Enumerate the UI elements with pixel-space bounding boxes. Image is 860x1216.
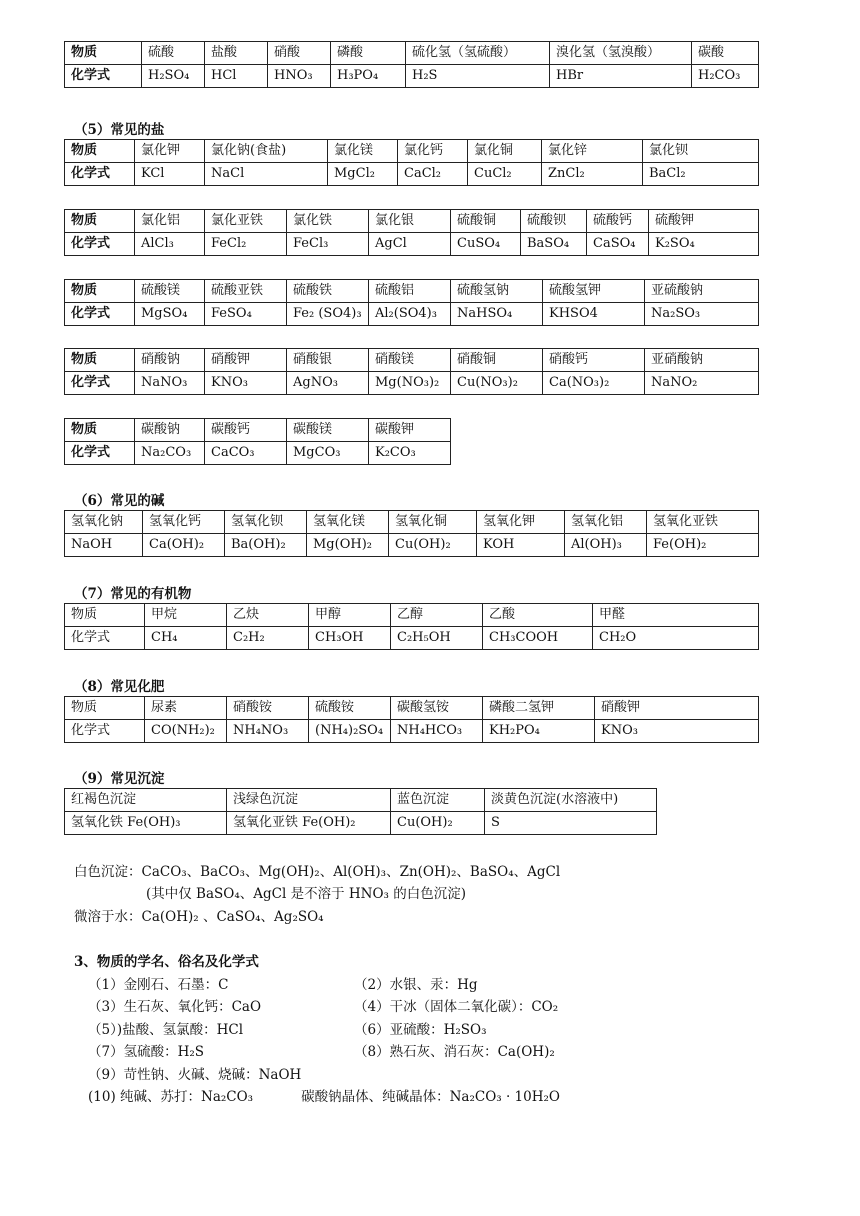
table-cell: 氢氧化钠 [65, 511, 143, 534]
table-cell: ZnCl₂ [542, 163, 643, 186]
table-row [65, 720, 759, 743]
slightly-soluble-line: 微溶于水：Ca(OH)₂ 、CaSO₄、Ag₂SO₄ [74, 909, 324, 925]
table-cell: 硫酸亚铁 [205, 280, 287, 303]
table-cell: 溴化氢（氢溴酸） [550, 42, 692, 65]
table-cell: 硫酸镁 [135, 280, 205, 303]
table-cell: NaCl [205, 163, 328, 186]
table-cell: 氢氧化钾 [477, 511, 565, 534]
table-cell: 氯化铝 [135, 210, 205, 233]
table-row [65, 442, 451, 465]
name-entry-right: （4）干冰（固体二氧化碳）：CO₂ [354, 999, 559, 1015]
name-entry-left: （7）氢硫酸：H₂S [88, 1044, 205, 1060]
table-row [65, 511, 759, 534]
header-cell: 化学式 [65, 372, 135, 395]
table-cell: H₃PO₄ [331, 65, 406, 88]
table-row [65, 604, 759, 627]
table-cell: MgCO₃ [287, 442, 369, 465]
organics-table [64, 603, 759, 650]
table-cell: KOH [477, 534, 565, 557]
table-cell: NaNO₃ [135, 372, 205, 395]
table-cell: CH₄ [145, 627, 227, 650]
table-cell: CH₂O [593, 627, 759, 650]
header-cell: 化学式 [65, 163, 135, 186]
table-cell: Ca(OH)₂ [143, 534, 225, 557]
table-cell: FeSO₄ [205, 303, 287, 326]
table-cell: 硫酸氢钾 [543, 280, 645, 303]
table-cell: 氢氧化钙 [143, 511, 225, 534]
name-entry-last [88, 1085, 560, 1105]
table-cell: 氯化钡 [643, 140, 759, 163]
table-cell: AlCl₃ [135, 233, 205, 256]
table-cell: KNO₃ [595, 720, 759, 743]
table-row [65, 419, 451, 442]
table-cell: 硫酸铁 [287, 280, 369, 303]
table-cell: 碳酸镁 [287, 419, 369, 442]
table-cell: 硝酸钙 [543, 349, 645, 372]
table-row [65, 534, 759, 557]
table-row [65, 140, 759, 163]
table-cell: KH₂PO₄ [483, 720, 595, 743]
white-precipitates-line: 白色沉淀：CaCO₃、BaCO₃、Mg(OH)₂、Al(OH)₃、Zn(OH)₂、BaSO₄、AgCl [74, 864, 561, 880]
table-cell: S [485, 812, 657, 835]
salts-table-4 [64, 348, 759, 395]
section-title-bases: （6）常见的碱 [74, 493, 165, 509]
table-cell: H₂S [406, 65, 550, 88]
table-cell: C₂H₅OH [391, 627, 483, 650]
table-cell: 硝酸银 [287, 349, 369, 372]
fertilizers-table [64, 696, 759, 743]
salts-table-1 [64, 139, 759, 186]
table-cell: 磷酸二氢钾 [483, 697, 595, 720]
table-cell: CaSO₄ [587, 233, 649, 256]
section-title-precipitates: （9）常见沉淀 [74, 771, 165, 787]
name-entry-right: （8）熟石灰、消石灰：Ca(OH)₂ [354, 1044, 555, 1060]
table-cell: (NH₄)₂SO₄ [309, 720, 391, 743]
table-cell: HBr [550, 65, 692, 88]
salts-table-3 [64, 279, 759, 326]
table-cell: CO(NH₂)₂ [145, 720, 227, 743]
table-cell: 氯化银 [369, 210, 451, 233]
table-cell: Cu(OH)₂ [391, 812, 485, 835]
table-cell: 氢氧化亚铁 Fe(OH)₂ [227, 812, 391, 835]
table-cell: 尿素 [145, 697, 227, 720]
table-cell: 淡黄色沉淀(水溶液中) [485, 789, 657, 812]
name-entry-right: （2）水银、汞：Hg [354, 977, 478, 993]
table-cell: 盐酸 [205, 42, 268, 65]
salts-table-5 [64, 418, 451, 465]
table-cell: K₂SO₄ [649, 233, 759, 256]
table-cell: 硫酸氢钠 [451, 280, 543, 303]
header-cell: 物质 [65, 140, 135, 163]
name-entry-left: （3）生石灰、氧化钙：CaO [88, 999, 262, 1015]
header-cell: 物质 [65, 349, 135, 372]
precipitates-table [64, 788, 657, 835]
table-row [65, 233, 759, 256]
table-cell: NaNO₂ [645, 372, 759, 395]
table-cell: 硝酸钾 [205, 349, 287, 372]
table-cell: 碳酸钾 [369, 419, 451, 442]
table-cell: Ca(NO₃)₂ [543, 372, 645, 395]
table-cell: MgSO₄ [135, 303, 205, 326]
table-cell: 蓝色沉淀 [391, 789, 485, 812]
table-cell: 硫酸铝 [369, 280, 451, 303]
table-row [65, 697, 759, 720]
section-title-names: 3、物质的学名、俗名及化学式 [74, 954, 259, 970]
table-cell: 乙醇 [391, 604, 483, 627]
table-cell: FeCl₃ [287, 233, 369, 256]
table-cell: 氢氧化铜 [389, 511, 477, 534]
table-cell: Al(OH)₃ [565, 534, 647, 557]
table-cell: CH₃OH [309, 627, 391, 650]
table-row [65, 303, 759, 326]
header-cell: 化学式 [65, 442, 135, 465]
table-cell: 甲醇 [309, 604, 391, 627]
table-cell: 乙酸 [483, 604, 593, 627]
header-cell: 化学式 [65, 627, 145, 650]
section-title-organics: （7）常见的有机物 [74, 586, 192, 602]
table-cell: CuSO₄ [451, 233, 521, 256]
salts-table-2 [64, 209, 759, 256]
table-cell: 硫酸 [142, 42, 205, 65]
header-cell: 物质 [65, 419, 135, 442]
header-cell: 物质 [65, 697, 145, 720]
table-row [65, 789, 657, 812]
table-cell: 氯化钾 [135, 140, 205, 163]
table-row [65, 812, 657, 835]
table-row [65, 42, 759, 65]
table-cell: K₂CO₃ [369, 442, 451, 465]
table-cell: KCl [135, 163, 205, 186]
table-cell: CaCl₂ [398, 163, 468, 186]
table-cell: AgNO₃ [287, 372, 369, 395]
name-entry-left: （1）金刚石、石墨：C [88, 977, 229, 993]
table-cell: Ba(OH)₂ [225, 534, 307, 557]
table-cell: Cu(OH)₂ [389, 534, 477, 557]
table-cell: KHSO4 [543, 303, 645, 326]
table-cell: 氯化钙 [398, 140, 468, 163]
table-row [65, 627, 759, 650]
table-cell: 碳酸钠 [135, 419, 205, 442]
table-cell: AgCl [369, 233, 451, 256]
table-row [65, 372, 759, 395]
table-row [65, 280, 759, 303]
table-cell: 浅绿色沉淀 [227, 789, 391, 812]
table-cell: MgCl₂ [328, 163, 398, 186]
table-cell: 氯化镁 [328, 140, 398, 163]
table-cell: 硝酸钠 [135, 349, 205, 372]
white-precipitates-note: (其中仅 BaSO₄、AgCl 是不溶于 HNO₃ 的白色沉淀) [146, 886, 466, 902]
table-cell: 氯化铁 [287, 210, 369, 233]
table-row [65, 210, 759, 233]
table-cell: 氢氧化铝 [565, 511, 647, 534]
header-cell: 化学式 [65, 65, 142, 88]
table-cell: 亚硫酸钠 [645, 280, 759, 303]
table-cell: 硫酸钾 [649, 210, 759, 233]
section-title-salts: （5）常见的盐 [74, 122, 165, 138]
table-cell: 甲烷 [145, 604, 227, 627]
table-cell: 硝酸钾 [595, 697, 759, 720]
table-cell: CH₃COOH [483, 627, 593, 650]
header-cell: 化学式 [65, 233, 135, 256]
table-cell: 氢氧化钡 [225, 511, 307, 534]
table-cell: BaCl₂ [643, 163, 759, 186]
table-cell: H₂CO₃ [692, 65, 759, 88]
table-cell: KNO₃ [205, 372, 287, 395]
table-cell: 红褐色沉淀 [65, 789, 227, 812]
table-cell: 氢氧化铁 Fe(OH)₃ [65, 812, 227, 835]
table-cell: 碳酸氢铵 [391, 697, 483, 720]
name-entry-last-b: 碳酸钠晶体、纯碱晶体：Na₂CO₃ · 10H₂O [301, 1089, 560, 1105]
table-cell: NaOH [65, 534, 143, 557]
header-cell: 物质 [65, 280, 135, 303]
table-cell: 硫化氢（氢硫酸） [406, 42, 550, 65]
table-cell: Fe(OH)₂ [647, 534, 759, 557]
table-cell: NH₄NO₃ [227, 720, 309, 743]
table-cell: CuCl₂ [468, 163, 542, 186]
table-cell: 氯化钠(食盐) [205, 140, 328, 163]
table-cell: 甲醛 [593, 604, 759, 627]
table-cell: 硝酸铵 [227, 697, 309, 720]
table-cell: 氯化亚铁 [205, 210, 287, 233]
table-cell: Mg(NO₃)₂ [369, 372, 451, 395]
table-cell: 碳酸钙 [205, 419, 287, 442]
acids-table [64, 41, 759, 88]
table-cell: Fe₂ (SO4)₃ [287, 303, 369, 326]
name-entry-right: （6）亚硫酸：H₂SO₃ [354, 1022, 487, 1038]
table-cell: HCl [205, 65, 268, 88]
bases-table [64, 510, 759, 557]
header-cell: 化学式 [65, 720, 145, 743]
table-cell: 乙炔 [227, 604, 309, 627]
table-cell: Cu(NO₃)₂ [451, 372, 543, 395]
table-cell: Al₂(SO4)₃ [369, 303, 451, 326]
table-cell: 亚硝酸钠 [645, 349, 759, 372]
table-row [65, 65, 759, 88]
table-cell: 硫酸铵 [309, 697, 391, 720]
table-cell: 硝酸 [268, 42, 331, 65]
table-row [65, 163, 759, 186]
name-entry-left: （5）)盐酸、氢氯酸：HCl [88, 1022, 244, 1038]
table-cell: NH₄HCO₃ [391, 720, 483, 743]
name-entry-last-a: (10) 纯碱、苏打：Na₂CO₃ [88, 1089, 254, 1105]
table-cell: C₂H₂ [227, 627, 309, 650]
table-cell: H₂SO₄ [142, 65, 205, 88]
table-cell: NaHSO₄ [451, 303, 543, 326]
table-cell: 碳酸 [692, 42, 759, 65]
table-cell: 磷酸 [331, 42, 406, 65]
table-cell: CaCO₃ [205, 442, 287, 465]
section-title-fertilizers: （8）常见化肥 [74, 679, 165, 695]
header-cell: 物质 [65, 210, 135, 233]
header-cell: 物质 [65, 42, 142, 65]
table-cell: Na₂CO₃ [135, 442, 205, 465]
table-cell: 硫酸钙 [587, 210, 649, 233]
table-cell: FeCl₂ [205, 233, 287, 256]
table-cell: Na₂SO₃ [645, 303, 759, 326]
header-cell: 化学式 [65, 303, 135, 326]
table-cell: 氢氧化镁 [307, 511, 389, 534]
table-cell: 氯化铜 [468, 140, 542, 163]
table-cell: 硫酸钡 [521, 210, 587, 233]
table-cell: HNO₃ [268, 65, 331, 88]
table-cell: 硝酸镁 [369, 349, 451, 372]
table-cell: BaSO₄ [521, 233, 587, 256]
name-entry-left: （9）苛性钠、火碱、烧碱：NaOH [88, 1067, 302, 1083]
table-cell: 硝酸铜 [451, 349, 543, 372]
table-row [65, 349, 759, 372]
table-cell: 氯化锌 [542, 140, 643, 163]
header-cell: 物质 [65, 604, 145, 627]
table-cell: Mg(OH)₂ [307, 534, 389, 557]
table-cell: 氢氧化亚铁 [647, 511, 759, 534]
table-cell: 硫酸铜 [451, 210, 521, 233]
